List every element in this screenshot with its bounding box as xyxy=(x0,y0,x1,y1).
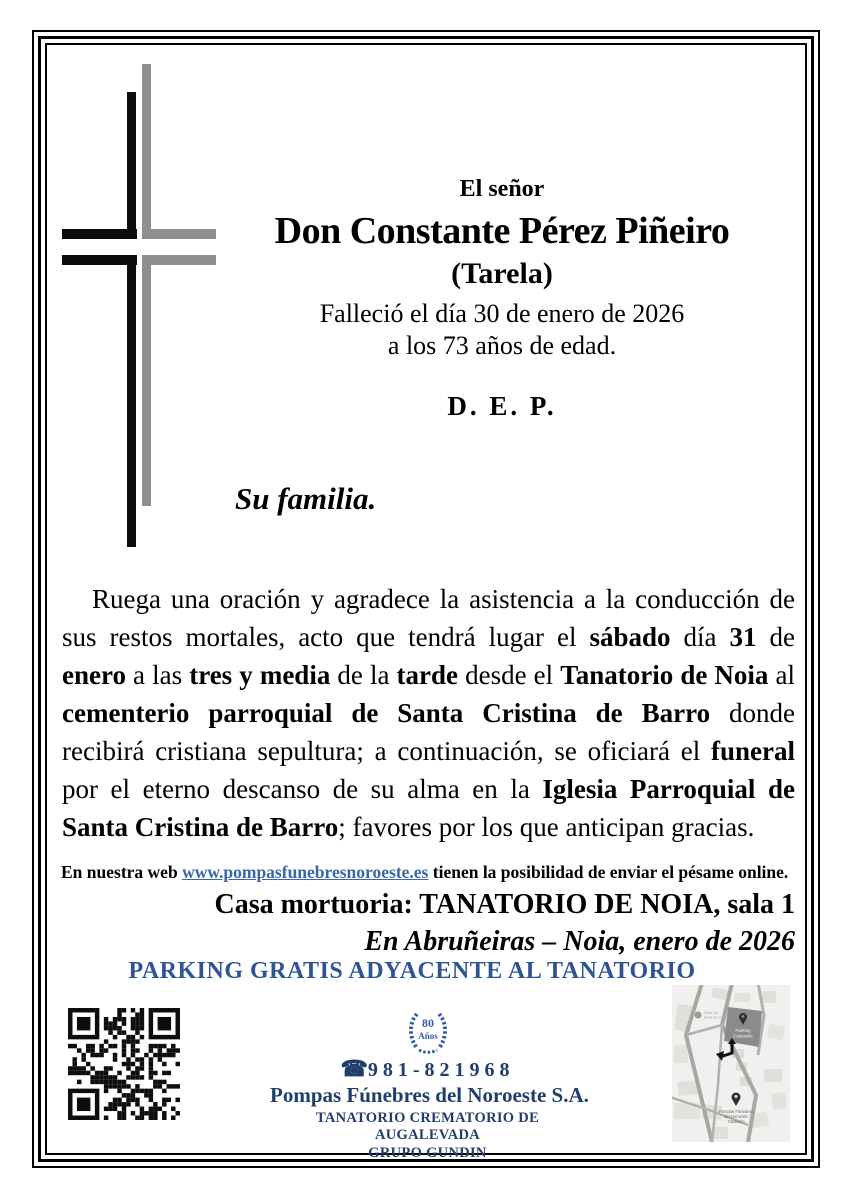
svg-text:80: 80 xyxy=(421,1016,434,1030)
cross-gap xyxy=(122,239,218,255)
location-map xyxy=(672,985,790,1142)
svg-text:Funeraria: Funeraria xyxy=(733,1033,753,1039)
svg-text:Pompas Fúnebres: Pompas Fúnebres xyxy=(718,1109,754,1114)
cross-black-vertical xyxy=(127,92,136,547)
map-poi-icon xyxy=(695,1012,702,1019)
web-line-suffix: tienen la posibilidad de enviar el pésame online. xyxy=(428,862,789,882)
phone-line xyxy=(270,1056,585,1082)
cross-black-arm-bottom xyxy=(62,255,137,265)
cross-black-arm-top xyxy=(62,229,137,239)
svg-text:Parking: Parking xyxy=(735,1028,751,1033)
web-condolence-line xyxy=(61,862,798,883)
dep-abbreviation: D. E. P. xyxy=(447,391,557,421)
svg-text:Noia Ctr.: Noia Ctr. xyxy=(704,1011,719,1015)
web-line-prefix: En nuestra web xyxy=(61,862,183,882)
facility-name: TANATORIO CREMATORIO DE AUGALEVADA xyxy=(315,1110,540,1143)
svg-text:Años: Años xyxy=(417,1031,438,1041)
group-name: GRUPO GUNDIN xyxy=(368,1145,487,1161)
place-date-line: En Abruñeiras – Noia, enero de 2026 xyxy=(364,926,795,957)
notice-header xyxy=(205,176,799,422)
deceased-nickname: (Tarela) xyxy=(451,257,553,290)
phone-number: 981-821968 xyxy=(367,1059,515,1081)
cross-gray-vertical xyxy=(142,64,151,506)
svg-text:Tanatorio: Tanatorio xyxy=(727,1119,745,1124)
parking-notice: PARKING GRATIS ADYACENTE AL TANATORIO xyxy=(128,958,696,984)
family-signature: Su familia. xyxy=(235,481,377,516)
anniversary-wreath-icon xyxy=(401,1008,455,1054)
svg-text:Área de servizo: Área de servizo xyxy=(704,1015,731,1020)
phone-icon: ☎ xyxy=(340,1056,368,1081)
svg-text:del Noroeste: del Noroeste xyxy=(724,1114,748,1119)
death-age-line: a los 73 años de edad. xyxy=(387,331,617,360)
death-date-line: Falleció el día 30 de enero de 2026 xyxy=(319,299,685,328)
obituary-paragraph: Ruega una oración y agradece la asistencia a la conducción de sus restos mortales, acto que tendrá lugar el sábado día 31 de enero a las tres y media de la tarde desde el Tanatorio de Noia al cementerio parroquial de Santa Cristina de Barro donde recibirá cristiana sepultura; a continuación, se oficiará el funeral por el eterno descanso de su alma en la Iglesia Parroquial de Santa Cristina de Barro; favores por los que anticipan gracias. xyxy=(62,584,795,842)
qr-code xyxy=(68,1008,180,1120)
mortuory-line: Casa mortuoria: TANATORIO DE NOIA, sala 1 xyxy=(214,889,795,920)
company-name: Pompas Fúnebres del Noroeste S.A. xyxy=(270,1083,589,1107)
funeral-home-block xyxy=(270,1008,589,1162)
salutation: El señor xyxy=(459,176,545,202)
condolence-link[interactable]: www.pompasfunebresnoroeste.es xyxy=(182,862,429,882)
deceased-name: Don Constante Pérez Piñeiro xyxy=(274,210,730,252)
